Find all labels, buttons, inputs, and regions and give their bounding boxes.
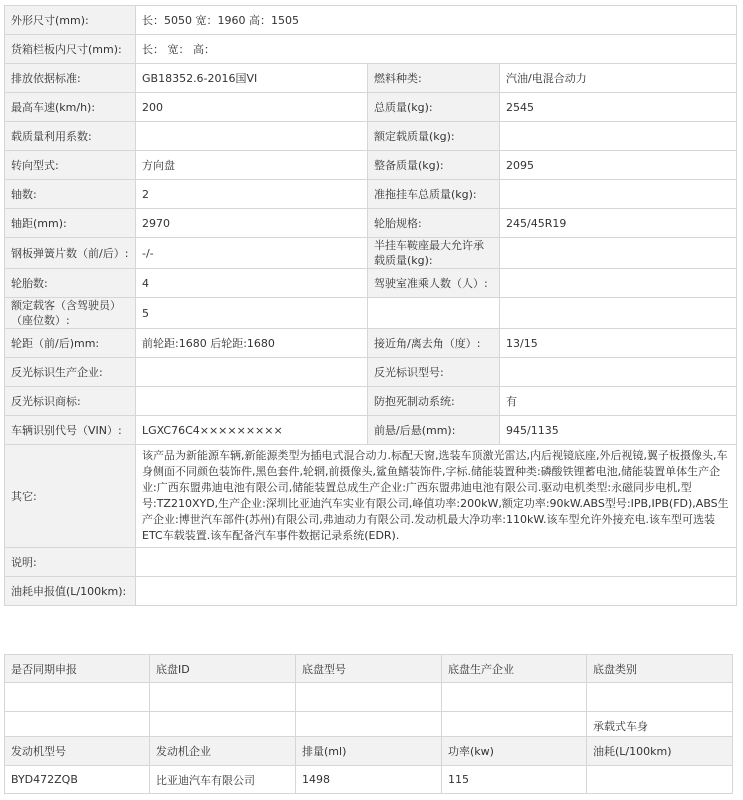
- table-row: [5, 683, 733, 712]
- spec-label: 轮距（前/后)mm:: [5, 329, 136, 358]
- spec-row: [5, 64, 737, 93]
- spec-value: 13/15: [500, 329, 737, 358]
- spec-value: 长：5050 宽：1960 高：1505: [136, 6, 737, 35]
- spec-label: 反光标识生产企业:: [5, 358, 136, 387]
- table-cell: [442, 683, 587, 712]
- spec-row: [5, 93, 737, 122]
- table-row: [5, 766, 733, 794]
- column-header: 底盘生产企业: [442, 655, 587, 683]
- table-cell: BYD472ZQB: [5, 766, 150, 794]
- spec-value: [500, 180, 737, 209]
- spec-value: 945/1135: [500, 416, 737, 445]
- spec-value: [500, 358, 737, 387]
- spec-row: [5, 298, 737, 329]
- spec-value: 长： 宽： 高：: [136, 35, 737, 64]
- spec-label: 油耗申报值(L/100km):: [5, 577, 136, 606]
- spec-label: 外形尺寸(mm):: [5, 6, 136, 35]
- spec-row: [5, 238, 737, 269]
- spec-value: 4: [136, 269, 368, 298]
- table-cell: 1498: [296, 766, 442, 794]
- column-header: 功率(kw): [442, 737, 587, 766]
- column-header: 底盘型号: [296, 655, 442, 683]
- spec-label: 总质量(kg):: [368, 93, 500, 122]
- spec-value: [136, 387, 368, 416]
- spec-label: 其它:: [5, 445, 136, 548]
- spec-label: 货箱栏板内尺寸(mm):: [5, 35, 136, 64]
- spec-label: 额定载质量(kg):: [368, 122, 500, 151]
- spec-value: [500, 298, 737, 329]
- spec-label: 燃料种类:: [368, 64, 500, 93]
- table-cell: [150, 683, 296, 712]
- spec-label: 转向型式:: [5, 151, 136, 180]
- spec-value: 2095: [500, 151, 737, 180]
- column-header: 底盘ID: [150, 655, 296, 683]
- column-header: 发动机企业: [150, 737, 296, 766]
- spec-row: [5, 387, 737, 416]
- spec-row: [5, 358, 737, 387]
- spec-label: 半挂车鞍座最大允许承载质量(kg):: [368, 238, 500, 269]
- spec-label: 前悬/后悬(mm):: [368, 416, 500, 445]
- spec-label: 驾驶室准乘人数（人）:: [368, 269, 500, 298]
- table-cell: 承载式车身: [587, 712, 733, 741]
- spec-label: 反光标识型号:: [368, 358, 500, 387]
- spec-value: [500, 269, 737, 298]
- spec-label: 载质量利用系数:: [5, 122, 136, 151]
- spec-row: [5, 122, 737, 151]
- spec-label: 钢板弹簧片数（前/后）:: [5, 238, 136, 269]
- spec-value: -/-: [136, 238, 368, 269]
- table-cell: [296, 683, 442, 712]
- column-header: 排量(ml): [296, 737, 442, 766]
- spec-row: [5, 269, 737, 298]
- chassis-header-row: [5, 655, 733, 683]
- spec-label: 防抱死制动系统:: [368, 387, 500, 416]
- spec-label: 说明:: [5, 548, 136, 577]
- spec-row-outer-size: [5, 6, 737, 35]
- spec-value: 245/45R19: [500, 209, 737, 238]
- table-cell: [587, 683, 733, 712]
- column-header: 底盘类别: [587, 655, 733, 683]
- spec-label: 整备质量(kg):: [368, 151, 500, 180]
- spec-label: 排放依据标准:: [5, 64, 136, 93]
- column-header: 油耗(L/100km): [587, 737, 733, 766]
- spec-label: 车辆识别代号（VIN）:: [5, 416, 136, 445]
- spec-value: [500, 122, 737, 151]
- spec-label: 轴距(mm):: [5, 209, 136, 238]
- spec-value: LGXC76C4×××××××××: [136, 416, 368, 445]
- spec-value: [136, 122, 368, 151]
- spec-label: 反光标识商标:: [5, 387, 136, 416]
- other-description: 该产品为新能源车辆,新能源类型为插电式混合动力.标配天窗,选装车顶激光雷达,内后视镜底座,外后视镜,翼子板摄像头,车身侧面不同颜色装饰件,黑色套件,轮辋,前摄像头,鲨鱼鳍装饰件,字标.储能装置种类:磷酸铁锂蓄电池,储能装置单体生产企业:广西东盟弗迪电池有限公司,储能装置总成生产企业:广西东盟弗迪电池有限公司.驱动电机类型:永磁同步电机,型号:TZ210XYD,生产企业:深圳比亚迪汽车实业有限公司,峰值功率:200kW,额定功率:90kW.ABS型号:IPB,IPB(FD),ABS生产企业:博世汽车部件(苏州)有限公司,弗迪动力有限公司.发动机最大净功率:110kW.该车型允许外接充电.该车型可选装ETC车载装置.该车配备汽车事件数据记录系统(EDR).: [136, 445, 737, 548]
- table-cell: 115: [442, 766, 587, 794]
- spec-row: [5, 180, 737, 209]
- spec-row-note: [5, 548, 737, 577]
- spec-label: 轴数:: [5, 180, 136, 209]
- spec-value: [136, 358, 368, 387]
- spec-value: 2970: [136, 209, 368, 238]
- table-cell: [5, 683, 150, 712]
- main-spec-table: [4, 5, 737, 606]
- spec-row: [5, 416, 737, 445]
- column-header: 发动机型号: [5, 737, 150, 766]
- spec-label: 轮胎数:: [5, 269, 136, 298]
- spec-label: 最高车速(km/h):: [5, 93, 136, 122]
- spec-row: [5, 151, 737, 180]
- spec-row-other: [5, 445, 737, 548]
- spec-value: [136, 548, 737, 577]
- spec-label: 轮胎规格:: [368, 209, 500, 238]
- table-cell: 比亚迪汽车有限公司: [150, 766, 296, 794]
- spec-value: 200: [136, 93, 368, 122]
- spec-row-fuel: [5, 577, 737, 606]
- spec-value: [500, 238, 737, 269]
- spec-value: 方向盘: [136, 151, 368, 180]
- spec-row-cargo-size: [5, 35, 737, 64]
- chassis-table: [4, 654, 733, 741]
- spec-value: 2: [136, 180, 368, 209]
- spec-value: 有: [500, 387, 737, 416]
- column-header: 是否同期申报: [5, 655, 150, 683]
- spec-value: 5: [136, 298, 368, 329]
- spec-value: [136, 577, 737, 606]
- spec-label: [368, 298, 500, 329]
- spec-row: [5, 209, 737, 238]
- spec-label: 额定载客（含驾驶员）（座位数）:: [5, 298, 136, 329]
- spec-value: 前轮距:1680 后轮距:1680: [136, 329, 368, 358]
- spec-value: 汽油/电混合动力: [500, 64, 737, 93]
- spec-label: 接近角/离去角（度）:: [368, 329, 500, 358]
- engine-table: [4, 736, 733, 794]
- spec-label: 准拖挂车总质量(kg):: [368, 180, 500, 209]
- spec-row: [5, 329, 737, 358]
- spec-value: GB18352.6-2016国VI: [136, 64, 368, 93]
- spec-value: 2545: [500, 93, 737, 122]
- table-cell: [587, 766, 733, 794]
- engine-header-row: [5, 737, 733, 766]
